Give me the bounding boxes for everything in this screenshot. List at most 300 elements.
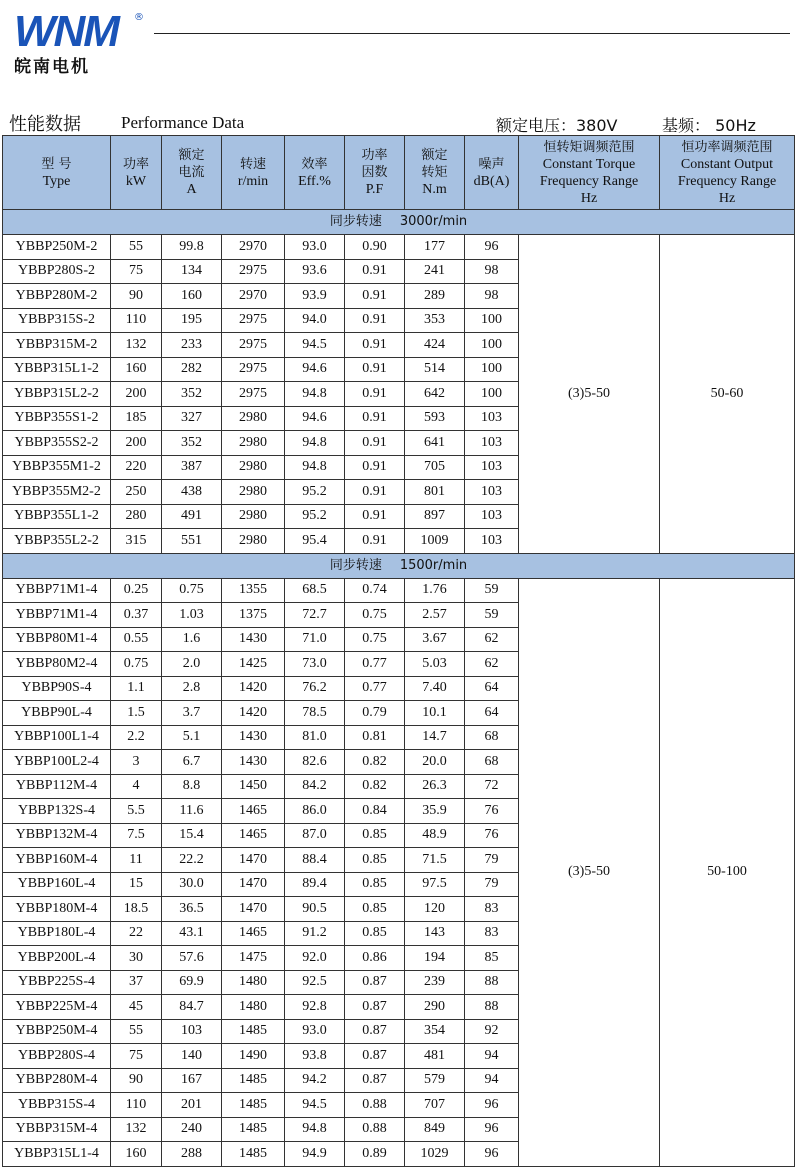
cell-noise: 64 [465, 676, 519, 701]
cell-torque: 481 [405, 1044, 465, 1069]
cell-speed: 1465 [222, 921, 285, 946]
cell-current: 103 [162, 1019, 222, 1044]
cell-power: 110 [111, 308, 162, 333]
cell-torque: 801 [405, 480, 465, 505]
cell-torque: 897 [405, 504, 465, 529]
header-constant-output-range: 恒功率调频范围 Constant Output Frequency Range Hz [660, 136, 795, 210]
cell-type: YBBP250M-4 [3, 1019, 111, 1044]
table-row [3, 578, 795, 603]
cell-power: 3 [111, 750, 162, 775]
cell-noise: 88 [465, 970, 519, 995]
cell-efficiency: 84.2 [285, 774, 345, 799]
cell-power: 90 [111, 284, 162, 309]
cell-type: YBBP225M-4 [3, 995, 111, 1020]
cell-torque: 143 [405, 921, 465, 946]
cell-torque: 849 [405, 1117, 465, 1142]
cell-speed: 2980 [222, 431, 285, 456]
cell-power-factor: 0.87 [345, 1044, 405, 1069]
cell-efficiency: 95.2 [285, 480, 345, 505]
cell-torque: 593 [405, 406, 465, 431]
header-divider [154, 33, 790, 34]
cell-type: YBBP90S-4 [3, 676, 111, 701]
cell-current: 6.7 [162, 750, 222, 775]
cell-power-factor: 0.91 [345, 333, 405, 358]
cell-noise: 79 [465, 872, 519, 897]
cell-torque: 177 [405, 235, 465, 260]
cell-current: 69.9 [162, 970, 222, 995]
cell-power: 200 [111, 431, 162, 456]
cell-efficiency: 95.2 [285, 504, 345, 529]
cell-type: YBBP90L-4 [3, 701, 111, 726]
cell-noise: 72 [465, 774, 519, 799]
cell-noise: 103 [465, 431, 519, 456]
cell-current: 2.8 [162, 676, 222, 701]
cell-speed: 1485 [222, 1093, 285, 1118]
cell-torque: 2.57 [405, 603, 465, 628]
cell-power-factor: 0.84 [345, 799, 405, 824]
cell-power: 0.55 [111, 627, 162, 652]
cell-speed: 2975 [222, 308, 285, 333]
cell-type: YBBP355S1-2 [3, 406, 111, 431]
cell-current: 22.2 [162, 848, 222, 873]
header-speed: 转速 r/min [222, 136, 285, 210]
cell-speed: 1485 [222, 1117, 285, 1142]
base-frequency: 基频： 50Hz [662, 116, 756, 135]
cell-type: YBBP112M-4 [3, 774, 111, 799]
cell-efficiency: 94.2 [285, 1068, 345, 1093]
cell-torque: 194 [405, 946, 465, 971]
cell-efficiency: 94.8 [285, 1117, 345, 1142]
cell-power-factor: 0.77 [345, 652, 405, 677]
cell-current: 30.0 [162, 872, 222, 897]
cell-power: 0.25 [111, 578, 162, 603]
cell-power-factor: 0.81 [345, 725, 405, 750]
cell-efficiency: 94.8 [285, 431, 345, 456]
cell-speed: 1480 [222, 970, 285, 995]
cell-efficiency: 94.8 [285, 382, 345, 407]
cell-power: 37 [111, 970, 162, 995]
cell-power: 11 [111, 848, 162, 873]
constant-output-range: 50-60 [660, 235, 795, 554]
cell-torque: 424 [405, 333, 465, 358]
rated-voltage: 额定电压：380V [496, 116, 618, 135]
cell-torque: 641 [405, 431, 465, 456]
cell-efficiency: 95.4 [285, 529, 345, 554]
cell-noise: 103 [465, 504, 519, 529]
logo-wordmark: WNM [14, 7, 118, 56]
cell-type: YBBP315L1-4 [3, 1142, 111, 1167]
cell-noise: 59 [465, 603, 519, 628]
cell-power-factor: 0.88 [345, 1117, 405, 1142]
cell-noise: 94 [465, 1068, 519, 1093]
cell-current: 195 [162, 308, 222, 333]
cell-noise: 100 [465, 357, 519, 382]
cell-power-factor: 0.91 [345, 406, 405, 431]
cell-type: YBBP180M-4 [3, 897, 111, 922]
cell-power-factor: 0.90 [345, 235, 405, 260]
cell-noise: 76 [465, 823, 519, 848]
cell-type: YBBP280M-2 [3, 284, 111, 309]
cell-type: YBBP250M-2 [3, 235, 111, 260]
cell-speed: 1490 [222, 1044, 285, 1069]
cell-efficiency: 94.6 [285, 357, 345, 382]
cell-noise: 59 [465, 578, 519, 603]
cell-type: YBBP180L-4 [3, 921, 111, 946]
cell-efficiency: 78.5 [285, 701, 345, 726]
cell-speed: 1470 [222, 848, 285, 873]
cell-power: 250 [111, 480, 162, 505]
table-row [3, 235, 795, 260]
cell-current: 233 [162, 333, 222, 358]
cell-efficiency: 94.5 [285, 1093, 345, 1118]
cell-torque: 10.1 [405, 701, 465, 726]
cell-type: YBBP200L-4 [3, 946, 111, 971]
cell-power-factor: 0.75 [345, 627, 405, 652]
cell-speed: 2980 [222, 529, 285, 554]
cell-speed: 2980 [222, 504, 285, 529]
cell-current: 3.7 [162, 701, 222, 726]
cell-speed: 1485 [222, 1142, 285, 1167]
cell-type: YBBP160M-4 [3, 848, 111, 873]
cell-torque: 1.76 [405, 578, 465, 603]
cell-type: YBBP355S2-2 [3, 431, 111, 456]
cell-efficiency: 87.0 [285, 823, 345, 848]
cell-power-factor: 0.85 [345, 897, 405, 922]
cell-power: 315 [111, 529, 162, 554]
cell-power: 200 [111, 382, 162, 407]
cell-noise: 62 [465, 627, 519, 652]
cell-efficiency: 94.9 [285, 1142, 345, 1167]
cell-power: 7.5 [111, 823, 162, 848]
cell-current: 160 [162, 284, 222, 309]
cell-speed: 1420 [222, 676, 285, 701]
cell-power: 132 [111, 333, 162, 358]
cell-torque: 71.5 [405, 848, 465, 873]
cell-current: 1.6 [162, 627, 222, 652]
cell-noise: 94 [465, 1044, 519, 1069]
cell-torque: 290 [405, 995, 465, 1020]
cell-power-factor: 0.91 [345, 308, 405, 333]
cell-noise: 85 [465, 946, 519, 971]
cell-noise: 96 [465, 1142, 519, 1167]
cell-current: 134 [162, 259, 222, 284]
constant-torque-range: (3)5-50 [519, 578, 660, 1166]
cell-efficiency: 92.0 [285, 946, 345, 971]
cell-type: YBBP280S-4 [3, 1044, 111, 1069]
cell-current: 282 [162, 357, 222, 382]
cell-power-factor: 0.91 [345, 357, 405, 382]
cell-efficiency: 94.6 [285, 406, 345, 431]
cell-speed: 1475 [222, 946, 285, 971]
cell-power-factor: 0.91 [345, 504, 405, 529]
cell-efficiency: 92.8 [285, 995, 345, 1020]
cell-efficiency: 81.0 [285, 725, 345, 750]
title-en: Performance Data [121, 113, 245, 132]
cell-power-factor: 0.85 [345, 823, 405, 848]
cell-noise: 76 [465, 799, 519, 824]
cell-current: 167 [162, 1068, 222, 1093]
cell-type: YBBP355M1-2 [3, 455, 111, 480]
title-cn: 性能数据 [9, 114, 81, 135]
cell-current: 57.6 [162, 946, 222, 971]
cell-efficiency: 93.0 [285, 235, 345, 260]
cell-noise: 92 [465, 1019, 519, 1044]
cell-power-factor: 0.85 [345, 921, 405, 946]
cell-noise: 98 [465, 284, 519, 309]
cell-power: 1.5 [111, 701, 162, 726]
cell-power: 90 [111, 1068, 162, 1093]
cell-current: 438 [162, 480, 222, 505]
section-speed: 3000r/min [399, 214, 468, 229]
cell-power: 0.37 [111, 603, 162, 628]
section-speed: 1500r/min [399, 557, 468, 573]
cell-speed: 1470 [222, 897, 285, 922]
cell-noise: 79 [465, 848, 519, 873]
cell-torque: 120 [405, 897, 465, 922]
cell-noise: 64 [465, 701, 519, 726]
cell-power: 75 [111, 1044, 162, 1069]
cell-power: 5.5 [111, 799, 162, 824]
company-logo [14, 7, 154, 78]
cell-power-factor: 0.87 [345, 1019, 405, 1044]
cell-power-factor: 0.74 [345, 578, 405, 603]
cell-power-factor: 0.91 [345, 529, 405, 554]
cell-noise: 100 [465, 333, 519, 358]
cell-speed: 1480 [222, 995, 285, 1020]
cell-power-factor: 0.85 [345, 848, 405, 873]
cell-noise: 96 [465, 235, 519, 260]
cell-torque: 1029 [405, 1142, 465, 1167]
cell-efficiency: 90.5 [285, 897, 345, 922]
cell-torque: 353 [405, 308, 465, 333]
cell-torque: 241 [405, 259, 465, 284]
cell-power-factor: 0.89 [345, 1142, 405, 1167]
cell-type: YBBP160L-4 [3, 872, 111, 897]
cell-speed: 2970 [222, 235, 285, 260]
cell-power: 55 [111, 235, 162, 260]
cell-power-factor: 0.87 [345, 1068, 405, 1093]
cell-torque: 97.5 [405, 872, 465, 897]
cell-current: 1.03 [162, 603, 222, 628]
cell-torque: 20.0 [405, 750, 465, 775]
cell-torque: 5.03 [405, 652, 465, 677]
cell-torque: 289 [405, 284, 465, 309]
cell-efficiency: 92.5 [285, 970, 345, 995]
cell-noise: 68 [465, 750, 519, 775]
cell-current: 8.8 [162, 774, 222, 799]
cell-speed: 1470 [222, 872, 285, 897]
cell-efficiency: 93.8 [285, 1044, 345, 1069]
cell-noise: 96 [465, 1093, 519, 1118]
cell-type: YBBP355L1-2 [3, 504, 111, 529]
section-label: 同步转速 [329, 557, 382, 573]
cell-current: 0.75 [162, 578, 222, 603]
cell-efficiency: 76.2 [285, 676, 345, 701]
cell-noise: 68 [465, 725, 519, 750]
cell-power: 110 [111, 1093, 162, 1118]
cell-speed: 1485 [222, 1019, 285, 1044]
cell-current: 2.0 [162, 652, 222, 677]
header-efficiency: 效率 Eff.% [285, 136, 345, 210]
cell-noise: 100 [465, 382, 519, 407]
cell-efficiency: 82.6 [285, 750, 345, 775]
cell-noise: 62 [465, 652, 519, 677]
cell-torque: 48.9 [405, 823, 465, 848]
cell-type: YBBP71M1-4 [3, 603, 111, 628]
section-header-row [3, 210, 795, 235]
cell-speed: 2980 [222, 480, 285, 505]
cell-type: YBBP132S-4 [3, 799, 111, 824]
cell-speed: 1430 [222, 750, 285, 775]
cell-torque: 514 [405, 357, 465, 382]
cell-power: 132 [111, 1117, 162, 1142]
cell-power: 1.1 [111, 676, 162, 701]
cell-speed: 1450 [222, 774, 285, 799]
cell-current: 5.1 [162, 725, 222, 750]
cell-efficiency: 86.0 [285, 799, 345, 824]
cell-type: YBBP315M-2 [3, 333, 111, 358]
cell-power: 160 [111, 357, 162, 382]
cell-current: 491 [162, 504, 222, 529]
cell-speed: 1425 [222, 652, 285, 677]
cell-noise: 100 [465, 308, 519, 333]
cell-torque: 707 [405, 1093, 465, 1118]
section-header [3, 553, 795, 578]
cell-power-factor: 0.91 [345, 259, 405, 284]
cell-efficiency: 94.8 [285, 455, 345, 480]
cell-current: 36.5 [162, 897, 222, 922]
cell-type: YBBP80M1-4 [3, 627, 111, 652]
performance-table [2, 135, 795, 1167]
cell-torque: 26.3 [405, 774, 465, 799]
cell-type: YBBP280M-4 [3, 1068, 111, 1093]
cell-efficiency: 88.4 [285, 848, 345, 873]
cell-torque: 35.9 [405, 799, 465, 824]
cell-noise: 83 [465, 921, 519, 946]
cell-type: YBBP315L2-2 [3, 382, 111, 407]
logo-company-name: 皖南电机 [14, 57, 90, 77]
cell-torque: 705 [405, 455, 465, 480]
cell-torque: 354 [405, 1019, 465, 1044]
cell-power-factor: 0.87 [345, 970, 405, 995]
cell-efficiency: 94.5 [285, 333, 345, 358]
cell-power-factor: 0.79 [345, 701, 405, 726]
cell-noise: 88 [465, 995, 519, 1020]
cell-type: YBBP315M-4 [3, 1117, 111, 1142]
cell-power: 22 [111, 921, 162, 946]
cell-power-factor: 0.91 [345, 455, 405, 480]
cell-speed: 1375 [222, 603, 285, 628]
header-torque: 额定 转矩 N.m [405, 136, 465, 210]
cell-speed: 1355 [222, 578, 285, 603]
cell-current: 15.4 [162, 823, 222, 848]
cell-power: 4 [111, 774, 162, 799]
cell-speed: 1485 [222, 1068, 285, 1093]
cell-power-factor: 0.88 [345, 1093, 405, 1118]
cell-type: YBBP315S-2 [3, 308, 111, 333]
cell-current: 551 [162, 529, 222, 554]
cell-speed: 1430 [222, 725, 285, 750]
cell-speed: 2975 [222, 382, 285, 407]
cell-power: 280 [111, 504, 162, 529]
cell-power-factor: 0.75 [345, 603, 405, 628]
cell-power: 0.75 [111, 652, 162, 677]
title-row [9, 110, 789, 136]
cell-type: YBBP80M2-4 [3, 652, 111, 677]
header-power: 功率 kW [111, 136, 162, 210]
cell-efficiency: 89.4 [285, 872, 345, 897]
cell-noise: 103 [465, 480, 519, 505]
cell-speed: 1465 [222, 799, 285, 824]
cell-efficiency: 94.0 [285, 308, 345, 333]
cell-type: YBBP71M1-4 [3, 578, 111, 603]
cell-type: YBBP355L2-2 [3, 529, 111, 554]
cell-current: 327 [162, 406, 222, 431]
cell-current: 352 [162, 382, 222, 407]
cell-current: 84.7 [162, 995, 222, 1020]
cell-noise: 103 [465, 455, 519, 480]
cell-speed: 2975 [222, 259, 285, 284]
cell-power-factor: 0.82 [345, 774, 405, 799]
cell-torque: 239 [405, 970, 465, 995]
cell-type: YBBP355M2-2 [3, 480, 111, 505]
header-power-factor: 功率 因数 P.F [345, 136, 405, 210]
cell-efficiency: 72.7 [285, 603, 345, 628]
header-constant-torque-range: 恒转矩调频范围 Constant Torque Frequency Range Hz [519, 136, 660, 210]
registered-mark: ® [134, 12, 144, 23]
cell-power: 30 [111, 946, 162, 971]
header-type: 型 号 Type [3, 136, 111, 210]
cell-noise: 98 [465, 259, 519, 284]
cell-current: 387 [162, 455, 222, 480]
cell-speed: 1465 [222, 823, 285, 848]
cell-power-factor: 0.82 [345, 750, 405, 775]
cell-power-factor: 0.91 [345, 480, 405, 505]
cell-type: YBBP100L1-4 [3, 725, 111, 750]
cell-power-factor: 0.91 [345, 382, 405, 407]
cell-current: 352 [162, 431, 222, 456]
cell-current: 11.6 [162, 799, 222, 824]
cell-torque: 579 [405, 1068, 465, 1093]
cell-type: YBBP100L2-4 [3, 750, 111, 775]
cell-current: 288 [162, 1142, 222, 1167]
cell-type: YBBP315S-4 [3, 1093, 111, 1118]
cell-speed: 2975 [222, 333, 285, 358]
cell-speed: 1430 [222, 627, 285, 652]
cell-speed: 2970 [222, 284, 285, 309]
cell-current: 99.8 [162, 235, 222, 260]
cell-speed: 1420 [222, 701, 285, 726]
cell-current: 201 [162, 1093, 222, 1118]
section-header-row [3, 553, 795, 578]
cell-noise: 96 [465, 1117, 519, 1142]
cell-power: 2.2 [111, 725, 162, 750]
cell-speed: 2980 [222, 455, 285, 480]
cell-power-factor: 0.86 [345, 946, 405, 971]
cell-power: 45 [111, 995, 162, 1020]
cell-power: 55 [111, 1019, 162, 1044]
cell-current: 140 [162, 1044, 222, 1069]
cell-power-factor: 0.91 [345, 431, 405, 456]
cell-efficiency: 93.0 [285, 1019, 345, 1044]
cell-noise: 83 [465, 897, 519, 922]
cell-efficiency: 73.0 [285, 652, 345, 677]
cell-power: 160 [111, 1142, 162, 1167]
cell-type: YBBP315L1-2 [3, 357, 111, 382]
cell-noise: 103 [465, 529, 519, 554]
cell-power-factor: 0.91 [345, 284, 405, 309]
cell-current: 43.1 [162, 921, 222, 946]
